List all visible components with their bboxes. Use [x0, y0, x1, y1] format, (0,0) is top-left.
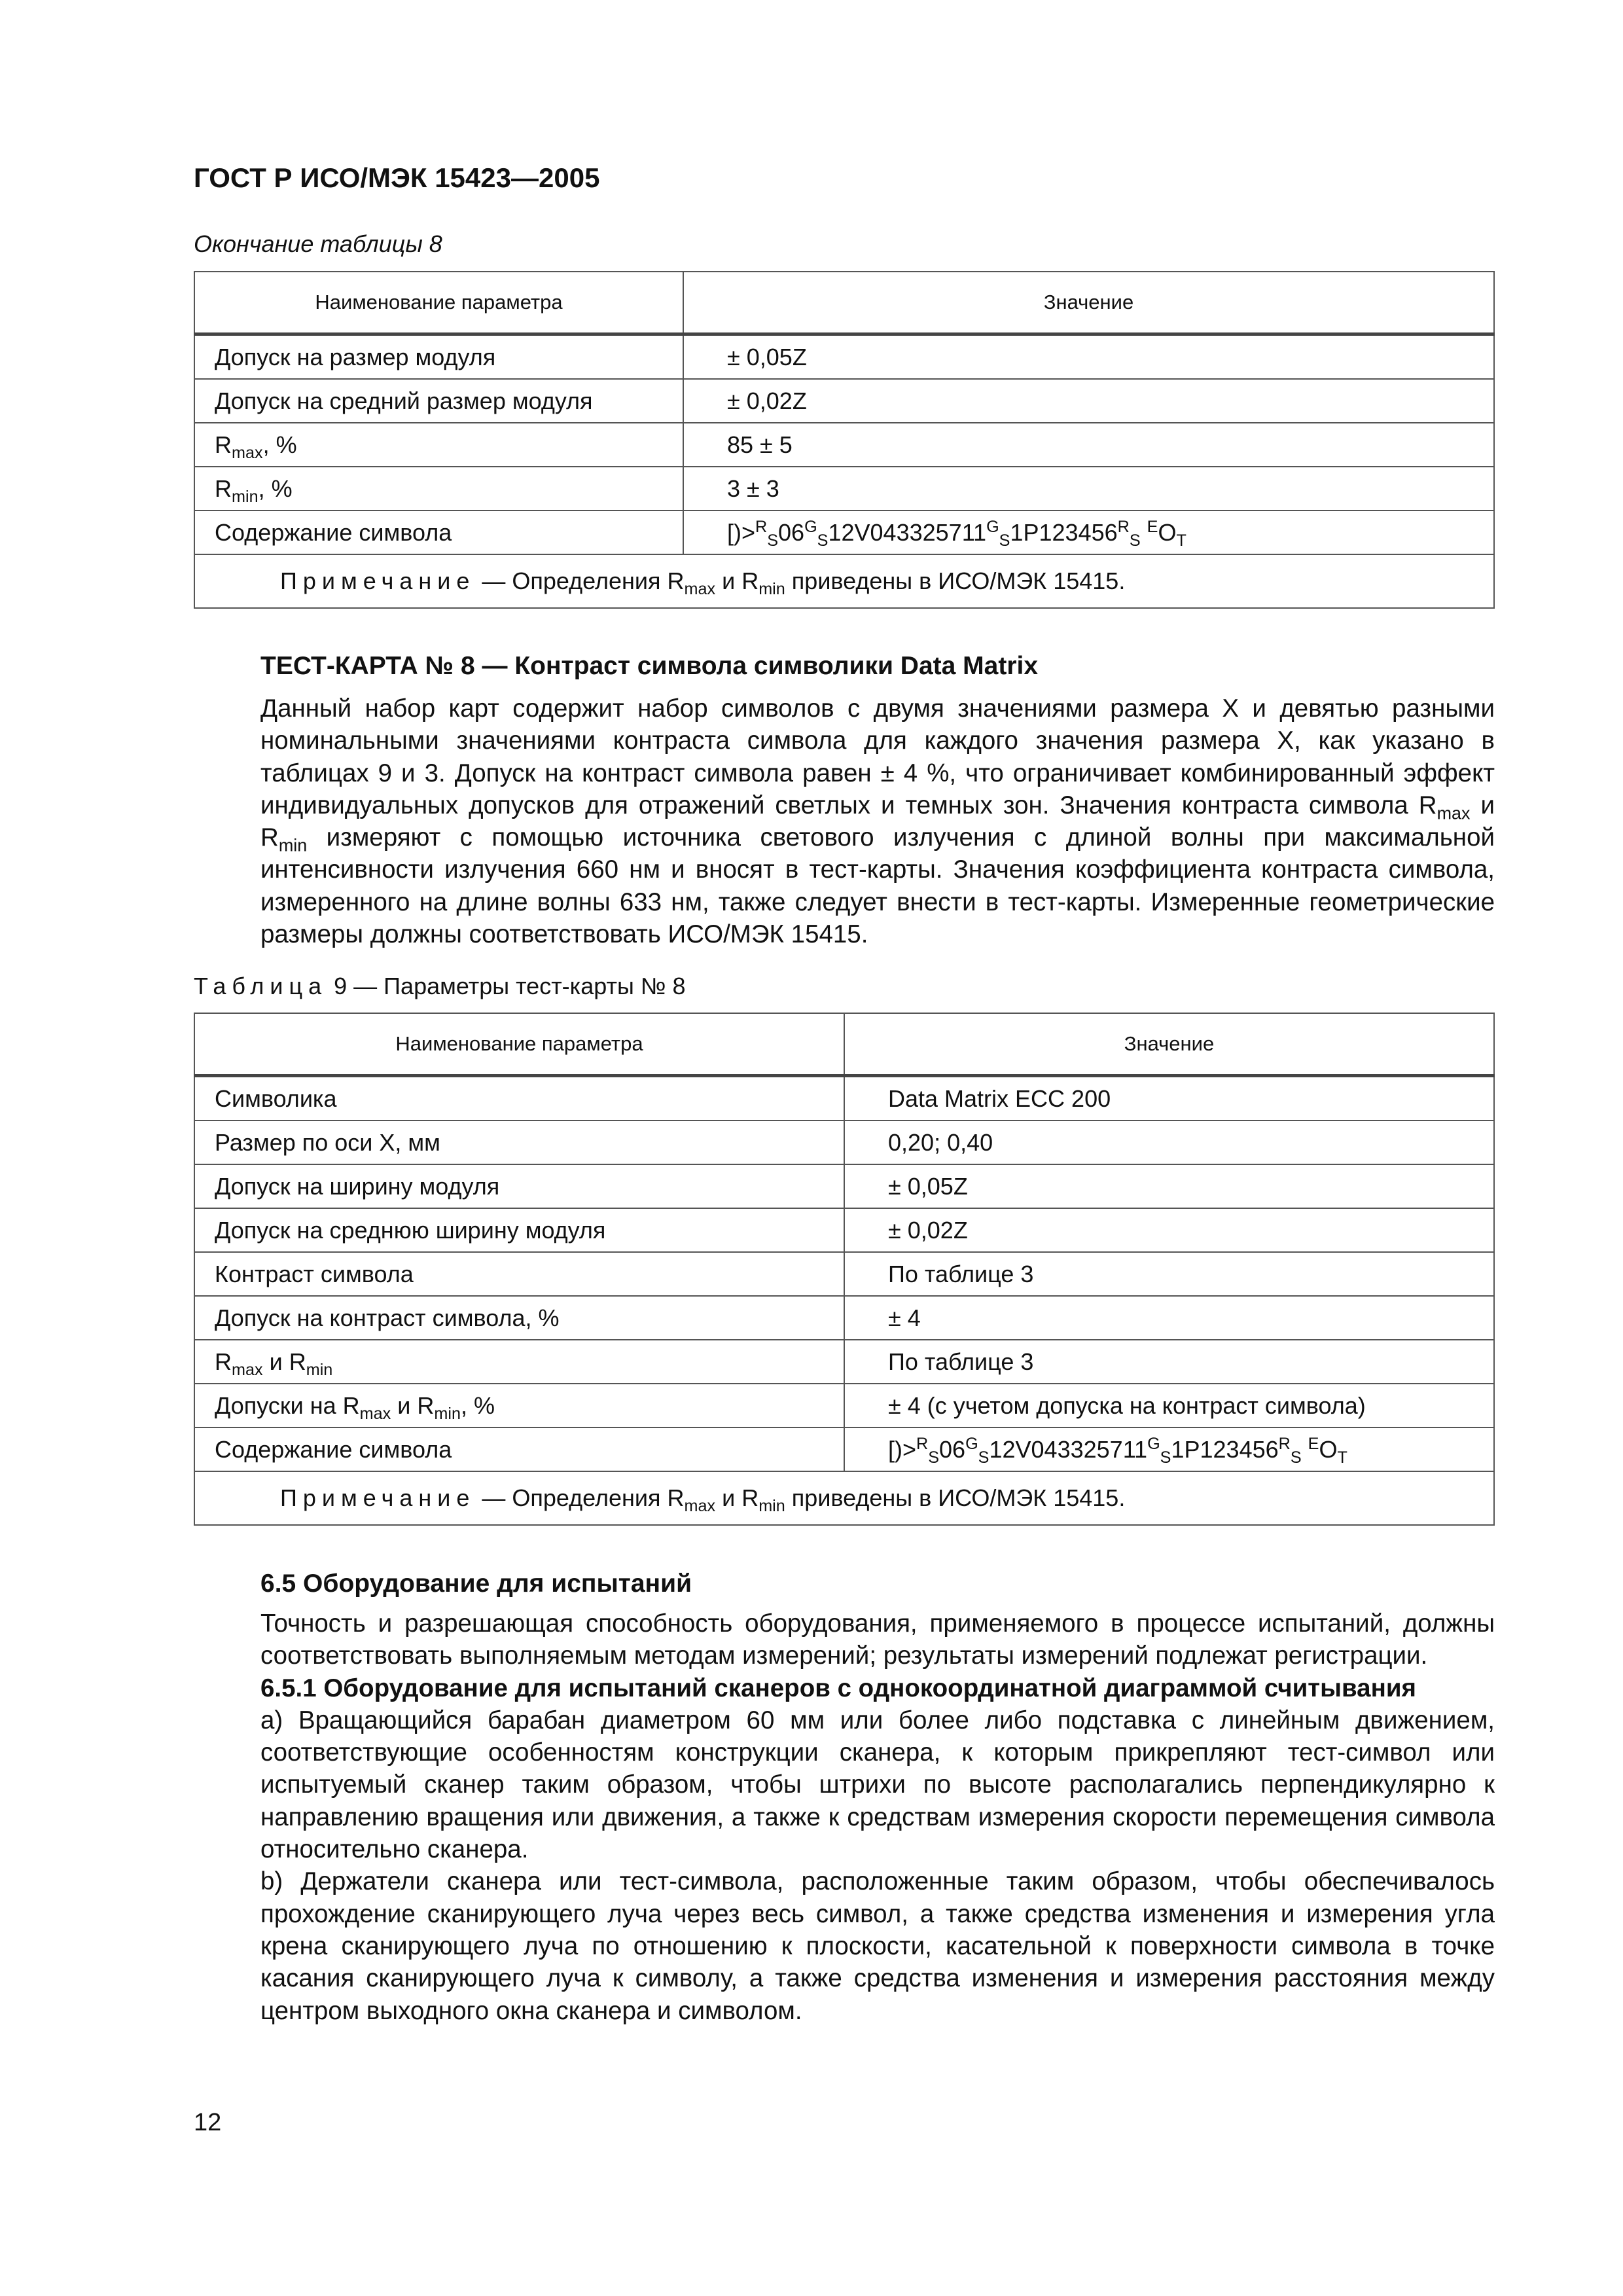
- table-row: [194, 511, 1494, 554]
- list-item-b: b) Держатели сканера или тест-символа, расположенные таким образом, чтобы обеспечивалось прохождение сканирующего луча через весь символ, а также средства изменения и измерения угла крена сканирующего луча по отношению к плоскости, касательной к поверхности символа в точке касания сканирующего луча к символу, а также средства изменения и измерения расстояния между центром выходного окна сканера и символом.: [260, 1867, 1495, 2025]
- document-header: ГОСТ Р ИСО/МЭК 15423—2005: [194, 162, 600, 193]
- section-title-test-card-8: ТЕСТ-КАРТА № 8 — Контраст символа символики Data Matrix: [260, 652, 1039, 680]
- parameter-cell: Допуск на ширину модуля: [194, 1164, 844, 1208]
- value-cell: 3 ± 3: [683, 467, 1494, 511]
- table-header-row: [194, 272, 1494, 334]
- column-header-parameter: Наименование параметра: [194, 1013, 844, 1076]
- parameter-cell: Допуск на среднюю ширину модуля: [194, 1208, 844, 1252]
- page-number: 12: [194, 2109, 222, 2136]
- table9-caption: Таблица 9 — Параметры тест-карты № 8: [194, 973, 686, 999]
- value-cell: ± 0,02Z: [844, 1208, 1494, 1252]
- table-row: [194, 1252, 1494, 1296]
- column-header-value: Значение: [844, 1013, 1494, 1076]
- column-header-value: Значение: [683, 272, 1494, 334]
- value-cell: ± 0,02Z: [683, 379, 1494, 423]
- parameter-cell: Допуск на размер модуля: [194, 334, 683, 380]
- section-6-5-paragraph: Точность и разрешающая способность оборудования, применяемого в процессе испытаний, должны соответствовать выполняемым методам измерений; результаты измерений подлежат регистрации.: [260, 1609, 1495, 1670]
- parameter-cell: Размер по оси X, мм: [194, 1121, 844, 1164]
- parameter-cell: Символика: [194, 1076, 844, 1121]
- table-row: [194, 334, 1494, 380]
- list-item-a: a) Вращающийся барабан диаметром 60 мм или более либо подставка с линейным движением, соответствующие особенностям конструкции сканера, к которым прикрепляют тест-символ или испытуемый сканер таким образом, чтобы штрихи по высоте располагались перпендикулярно к направлению вращения или движения, а также к средствам измерения скорости перемещения символа относительно сканера.: [260, 1706, 1495, 1864]
- value-cell: По таблице 3: [844, 1252, 1494, 1296]
- parameter-cell: $R_{min}$, %: [194, 467, 683, 511]
- value-cell: ± 4: [844, 1296, 1494, 1340]
- parameter-cell: Допуск на средний размер модуля: [194, 379, 683, 423]
- table-row: [194, 1296, 1494, 1340]
- table-row: [194, 1384, 1494, 1427]
- parameter-cell: Допуск на контраст символа, %: [194, 1296, 844, 1340]
- value-cell: ± 4 (с учетом допуска на контраст символа): [844, 1384, 1494, 1427]
- table-row: [194, 1164, 1494, 1208]
- subsection-title-6-5-1: 6.5.1 Оборудование для испытаний сканеров с однокоординатной диаграммой считывания: [260, 1674, 1416, 1702]
- table-row: [194, 1208, 1494, 1252]
- value-cell: По таблице 3: [844, 1340, 1494, 1384]
- parameter-cell: $R_{max}$, %: [194, 423, 683, 467]
- table-note-row: [194, 554, 1494, 608]
- parameter-cell: $R_{max}$ и $R_{min}$: [194, 1340, 844, 1384]
- parameter-cell: Допуски на $R_{max}$ и $R_{min}$, %: [194, 1384, 844, 1427]
- table-note: Примечание — Определения $R_{max}$ и $R_{min}$ приведены в ИСО/МЭК 15415.: [194, 1471, 1494, 1525]
- table-row: [194, 1121, 1494, 1164]
- value-cell: ± 0,05Z: [844, 1164, 1494, 1208]
- table-row: [194, 379, 1494, 423]
- parameter-cell: Содержание символа: [194, 511, 683, 554]
- value-cell: 0,20; 0,40: [844, 1121, 1494, 1164]
- table-8: [194, 271, 1495, 609]
- table-row: [194, 1340, 1494, 1384]
- section-8-paragraph: Данный набор карт содержит набор символов с двумя значениями размера X и девятью разными номинальными значениями контраста символа для каждого значения размера X, как указано в таблицах 9 и 3. Допуск на контраст символа равен ± 4 %, что ограничивает комбинированный эффект индивидуальных допусков для отражений светлых и темных зон. Значения контраста символа $R_{max}$ и $R_{min}$ измеряют с помощью источника светового излучения с длиной волны при максимальной интенсивности излучения 660 нм и вносят в тест-карты. Значения коэффициента контраста символа, измеренного на длине волны 633 нм, также следует внести в тест-карты. Измеренные геометрические размеры должны соответствовать ИСО/МЭК 15415.: [260, 694, 1495, 949]
- value-cell: ± 0,05Z: [683, 334, 1494, 380]
- column-header-parameter: Наименование параметра: [194, 272, 683, 334]
- table-row: [194, 467, 1494, 511]
- table-note: Примечание — Определения $R_{max}$ и $R_{min}$ приведены в ИСО/МЭК 15415.: [194, 554, 1494, 608]
- table8-caption: Окончание таблицы 8: [194, 230, 442, 257]
- table-row: [194, 1076, 1494, 1121]
- table-row: [194, 423, 1494, 467]
- symbol-content-cell: $[)>^R_S06^G_S12V043325711^G_S1P123456^R_S$ $^EO_T$: [844, 1427, 1494, 1471]
- table-9: [194, 1013, 1495, 1526]
- parameter-cell: Контраст символа: [194, 1252, 844, 1296]
- symbol-content-cell: $[)>^R_S06^G_S12V043325711^G_S1P123456^R_S$ $^EO_T$: [683, 511, 1494, 554]
- parameter-cell: Содержание символа: [194, 1427, 844, 1471]
- table-note-row: [194, 1471, 1494, 1525]
- section-6-5-body: [194, 1607, 1495, 2027]
- value-cell: 85 ± 5: [683, 423, 1494, 467]
- value-cell: Data Matrix ECC 200: [844, 1076, 1494, 1121]
- section-title-6-5: 6.5 Оборудование для испытаний: [260, 1570, 692, 1598]
- table-header-row: [194, 1013, 1494, 1076]
- table-row: [194, 1427, 1494, 1471]
